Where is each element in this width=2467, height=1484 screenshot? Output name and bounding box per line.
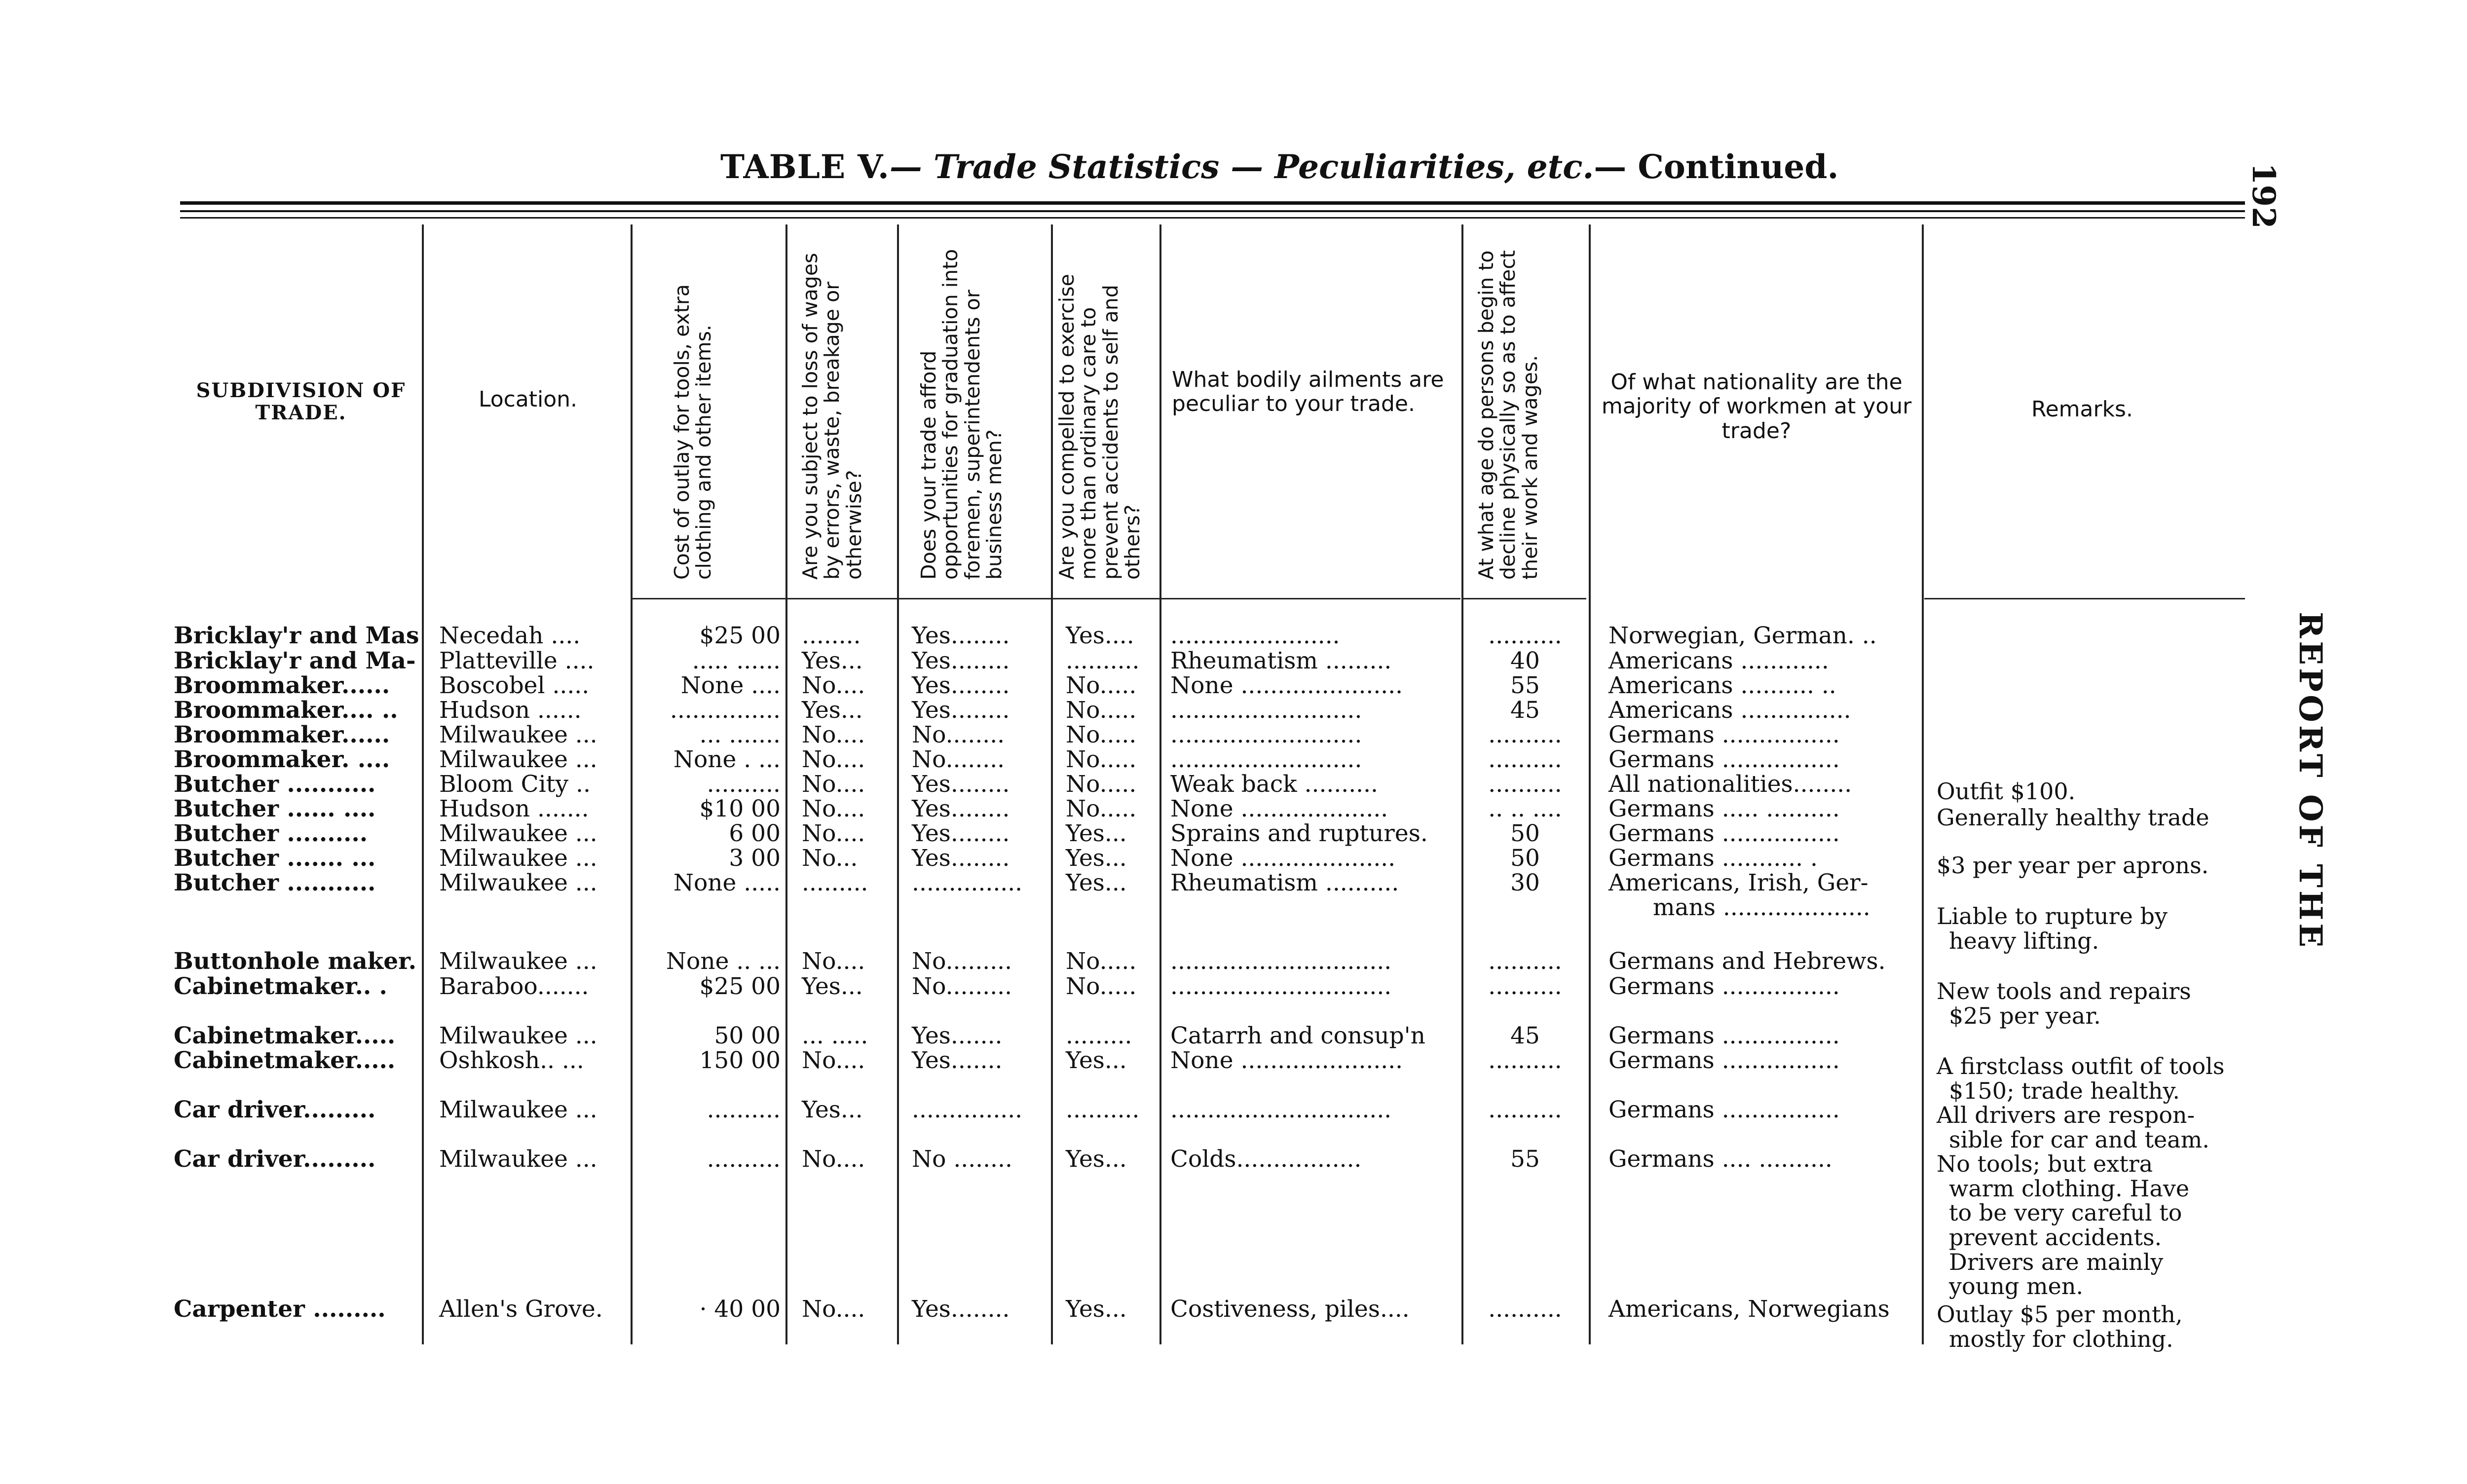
cell-grad: Yes........: [912, 647, 1010, 674]
cell-nationality: Germans ................: [1608, 820, 1840, 847]
cell-cost: None .....: [673, 869, 781, 896]
title-tail: — Continued.: [1594, 148, 1839, 186]
cell-grad: Yes.......: [912, 1022, 1003, 1049]
cell-care: Yes...: [1066, 820, 1127, 847]
cell-location: Allen's Grove.: [439, 1296, 603, 1323]
cell-age: 45: [1510, 1022, 1540, 1049]
remark-line: heavy lifting.: [1949, 927, 2099, 954]
cell-age: ..........: [1488, 771, 1562, 798]
cell-cost: 50 00: [714, 1022, 781, 1049]
cell-grad: ...............: [912, 869, 1023, 896]
cell-nationality: Americans ............: [1608, 647, 1829, 674]
cell-loss: No....: [802, 1296, 865, 1323]
header-separator: [632, 598, 1460, 599]
cell-trade: Butcher ....... ...: [174, 845, 376, 872]
cell-ailment: ..............................: [1170, 973, 1392, 1000]
cell-care: ..........: [1066, 1096, 1140, 1123]
cell-loss: No....: [802, 820, 865, 847]
cell-grad: No.........: [912, 973, 1012, 1000]
cell-nationality: All nationalities........: [1608, 771, 1852, 798]
cell-nationality: Germans ................: [1608, 973, 1840, 1000]
cell-nationality: Americans ...............: [1608, 697, 1851, 724]
cell-nationality: Germans ................: [1608, 1022, 1840, 1049]
cell-ailment: ..............................: [1170, 1096, 1392, 1123]
cell-care: No.....: [1066, 672, 1137, 699]
cell-location: Necedah ....: [439, 622, 581, 649]
header-age: At what age do persons begin to decline physically so as to affect their work and wages.: [1474, 250, 1542, 580]
cell-care: No.....: [1066, 973, 1137, 1000]
cell-nationality-continued: mans ....................: [1653, 894, 1870, 921]
cell-loss: No....: [802, 721, 865, 748]
cell-care: No.....: [1066, 697, 1137, 724]
remark-entry: [1937, 1152, 2245, 1299]
cell-nationality: Germans ................: [1608, 1047, 1840, 1074]
cell-age: ..........: [1488, 721, 1562, 748]
cell-age: ..........: [1488, 973, 1562, 1000]
cell-grad: Yes........: [912, 1296, 1010, 1323]
cell-age: 45: [1510, 697, 1540, 724]
cell-nationality: Norwegian, German. ..: [1608, 622, 1877, 649]
title-italic: — Trade Statistics — Peculiarities, etc.: [889, 148, 1594, 186]
cell-cost: ..........: [707, 1146, 781, 1173]
remark-line: $25 per year.: [1949, 1002, 2101, 1029]
header-ailments: What bodily ailments are peculiar to your trade.: [1172, 367, 1444, 417]
cell-ailment: ..............................: [1170, 948, 1392, 975]
cell-loss: Yes...: [802, 1096, 863, 1123]
cell-trade: Bricklay'r and Ma-: [174, 647, 416, 674]
cell-location: Milwaukee ...: [439, 948, 598, 975]
page-number: 192: [2245, 163, 2282, 229]
remark-entry: [1937, 1054, 2245, 1103]
remark-line: A firstclass outfit of tools: [1937, 1053, 2225, 1079]
cell-trade: Broommaker.... ..: [174, 697, 398, 724]
cell-age: ..........: [1488, 746, 1562, 773]
cell-trade: Butcher ..........: [174, 820, 368, 847]
remark-entry: [1937, 806, 2245, 830]
remark-line: No tools; but extra: [1937, 1150, 2153, 1177]
cell-nationality: Germans .... ..........: [1608, 1146, 1832, 1173]
cell-cost: ... .......: [699, 721, 781, 748]
cell-ailment: .......................: [1170, 622, 1340, 649]
cell-nationality: Americans, Norwegians: [1608, 1296, 1890, 1323]
cell-grad: No........: [912, 746, 1005, 773]
cell-age: ..........: [1488, 622, 1562, 649]
cell-ailment: None ......................: [1170, 672, 1403, 699]
col-divider: [1051, 224, 1053, 1344]
remark-entry: [1937, 1302, 2245, 1351]
top-rule: [180, 201, 2245, 205]
cell-grad: Yes.......: [912, 1047, 1003, 1074]
remark-line: $150; trade healthy.: [1949, 1077, 2180, 1104]
cell-ailment: None ......................: [1170, 1047, 1403, 1074]
cell-location: Milwaukee ...: [439, 820, 598, 847]
cell-loss: No....: [802, 1146, 865, 1173]
cell-cost: None . ...: [673, 746, 781, 773]
top-rule-2: [180, 210, 2245, 212]
cell-cost: $10 00: [699, 795, 781, 822]
cell-grad: Yes........: [912, 820, 1010, 847]
cell-cost: ..... ......: [692, 647, 781, 674]
col-divider: [1922, 224, 1924, 1344]
cell-cost: ..........: [707, 771, 781, 798]
cell-location: Hudson .......: [439, 795, 589, 822]
cell-care: Yes...: [1066, 1146, 1127, 1173]
cell-trade: Cabinetmaker.....: [174, 1047, 396, 1074]
cell-loss: No....: [802, 672, 865, 699]
cell-nationality: Germans ........... .: [1608, 845, 1818, 872]
remark-line: Liable to rupture by: [1937, 903, 2168, 929]
cell-age: 30: [1510, 869, 1540, 896]
cell-loss: .........: [802, 869, 868, 896]
remark-entry: [1937, 979, 2245, 1028]
remark-line: warm clothing. Have: [1949, 1175, 2190, 1202]
cell-age: 55: [1510, 1146, 1540, 1173]
cell-loss: Yes...: [802, 697, 863, 724]
cell-ailment: None ....................: [1170, 795, 1388, 822]
cell-location: Platteville ....: [439, 647, 595, 674]
cell-grad: No........: [912, 721, 1005, 748]
cell-grad: Yes........: [912, 697, 1010, 724]
cell-grad: No ........: [912, 1146, 1012, 1173]
cell-age: 50: [1510, 820, 1540, 847]
col-divider: [785, 224, 787, 1344]
cell-nationality: Germans ..... ..........: [1608, 795, 1840, 822]
title-lead: TABLE V.: [720, 148, 890, 186]
running-head: REPORT OF THE: [2292, 612, 2329, 951]
header-cost: Cost of outlay for tools, extra clothing and other items.: [670, 284, 716, 580]
top-rule-3: [180, 217, 2245, 219]
cell-loss: No....: [802, 746, 865, 773]
cell-grad: Yes........: [912, 672, 1010, 699]
header-care: Are you compelled to exercise more than ordinary care to prevent accidents to self and others?: [1055, 274, 1144, 580]
cell-care: ..........: [1066, 647, 1140, 674]
cell-care: Yes...: [1066, 1047, 1127, 1074]
cell-care: Yes...: [1066, 845, 1127, 872]
header-location: Location.: [478, 387, 578, 412]
remark-line: Generally healthy trade: [1937, 804, 2209, 831]
cell-trade: Car driver.........: [174, 1146, 376, 1173]
cell-location: Hudson ......: [439, 697, 582, 724]
cell-grad: Yes........: [912, 771, 1010, 798]
cell-age: 50: [1510, 845, 1540, 872]
cell-age: ..........: [1488, 1096, 1562, 1123]
cell-cost: $25 00: [699, 622, 781, 649]
remark-line: sible for car and team.: [1949, 1126, 2209, 1153]
cell-cost: None ....: [680, 672, 781, 699]
cell-nationality: Americans .......... ..: [1608, 672, 1836, 699]
remark-entry: [1937, 853, 2245, 878]
cell-loss: No...: [802, 845, 858, 872]
remark-line: mostly for clothing.: [1949, 1325, 2173, 1352]
table-title: [720, 148, 1839, 186]
cell-nationality: Americans, Irish, Ger-: [1608, 869, 1869, 896]
cell-cost: None .. ...: [666, 948, 781, 975]
cell-trade: Broommaker......: [174, 672, 390, 699]
cell-age: ..........: [1488, 1047, 1562, 1074]
header-graduation: Does your trade afford opportunities for graduation into foremen, superintendents or business men?: [917, 249, 1006, 580]
cell-care: No.....: [1066, 795, 1137, 822]
cell-cost: $25 00: [699, 973, 781, 1000]
header-separator: [1463, 598, 1586, 599]
cell-location: Milwaukee ...: [439, 721, 598, 748]
cell-trade: Carpenter .........: [174, 1296, 386, 1323]
cell-age: ..........: [1488, 1296, 1562, 1323]
cell-cost: 3 00: [729, 845, 781, 872]
cell-trade: Butcher ...........: [174, 771, 376, 798]
cell-loss: ... .....: [802, 1022, 868, 1049]
cell-location: Boscobel .....: [439, 672, 590, 699]
cell-care: No.....: [1066, 771, 1137, 798]
cell-care: Yes...: [1066, 1296, 1127, 1323]
cell-ailment: Weak back ..........: [1170, 771, 1378, 798]
cell-grad: Yes........: [912, 845, 1010, 872]
cell-care: No.....: [1066, 746, 1137, 773]
remark-entry: [1937, 1103, 2245, 1152]
cell-care: Yes....: [1066, 622, 1134, 649]
cell-ailment: Costiveness, piles....: [1170, 1296, 1410, 1323]
cell-location: Milwaukee ...: [439, 1146, 598, 1173]
cell-ailment: Rheumatism .........: [1170, 647, 1392, 674]
cell-care: Yes...: [1066, 869, 1127, 896]
cell-loss: No....: [802, 771, 865, 798]
cell-nationality: Germans ................: [1608, 746, 1840, 773]
cell-nationality: Germans and Hebrews.: [1608, 948, 1886, 975]
cell-cost: ..........: [707, 1096, 781, 1123]
cell-loss: No....: [802, 795, 865, 822]
cell-loss: Yes...: [802, 647, 863, 674]
col-divider: [897, 224, 899, 1344]
cell-age: 40: [1510, 647, 1540, 674]
cell-grad: Yes........: [912, 795, 1010, 822]
remark-line: to be very careful to: [1949, 1199, 2182, 1226]
cell-ailment: ..........................: [1170, 697, 1362, 724]
cell-location: Oshkosh.. ...: [439, 1047, 584, 1074]
cell-trade: Car driver.........: [174, 1096, 376, 1123]
header-subdivision: SUBDIVISION OF TRADE.: [196, 379, 406, 424]
cell-grad: No.........: [912, 948, 1012, 975]
cell-location: Bloom City ..: [439, 771, 591, 798]
col-divider: [1589, 224, 1591, 1344]
header-nationality: Of what nationality are the majority of workmen at your trade?: [1601, 370, 1912, 444]
header-loss: Are you subject to loss of wages by errors, waste, breakage or otherwise?: [798, 253, 866, 580]
remark-line: Outlay $5 per month,: [1937, 1301, 2183, 1328]
cell-age: 55: [1510, 672, 1540, 699]
cell-location: Milwaukee ...: [439, 1096, 598, 1123]
cell-care: .........: [1066, 1022, 1132, 1049]
cell-nationality: Germans ................: [1608, 1096, 1840, 1123]
cell-location: Milwaukee ...: [439, 845, 598, 872]
cell-loss: ........: [802, 622, 861, 649]
remark-entry: [1937, 779, 2245, 804]
cell-location: Baraboo.......: [439, 973, 589, 1000]
cell-trade: Broommaker. ....: [174, 746, 390, 773]
cell-cost: 6 00: [729, 820, 781, 847]
cell-ailment: Colds.................: [1170, 1146, 1362, 1173]
col-divider: [1159, 224, 1161, 1344]
cell-ailment: Sprains and ruptures.: [1170, 820, 1428, 847]
cell-trade: Buttonhole maker.: [174, 948, 416, 975]
cell-trade: Butcher ...... ....: [174, 795, 376, 822]
cell-cost: · 40 00: [699, 1296, 781, 1323]
cell-nationality: Germans ................: [1608, 721, 1840, 748]
remark-line: young men.: [1949, 1273, 2084, 1300]
cell-care: No.....: [1066, 721, 1137, 748]
cell-location: Milwaukee ...: [439, 1022, 598, 1049]
remark-line: All drivers are respon-: [1937, 1102, 2195, 1128]
remark-line: prevent accidents.: [1949, 1224, 2162, 1251]
header-remarks: Remarks.: [2031, 397, 2133, 422]
remark-line: $3 per year per aprons.: [1937, 852, 2209, 879]
remark-line: New tools and repairs: [1937, 978, 2191, 1004]
cell-grad: Yes........: [912, 622, 1010, 649]
cell-age: .. .. ....: [1488, 795, 1562, 822]
cell-loss: Yes...: [802, 973, 863, 1000]
cell-cost: 150 00: [699, 1047, 781, 1074]
cell-trade: Broommaker......: [174, 721, 390, 748]
cell-trade: Butcher ...........: [174, 869, 376, 896]
cell-grad: ...............: [912, 1096, 1023, 1123]
remark-line: Drivers are mainly: [1949, 1248, 2164, 1275]
header-separator: [1924, 598, 2245, 599]
remark-line: Outfit $100.: [1937, 778, 2076, 805]
remark-entry: [1937, 904, 2245, 953]
cell-trade: Cabinetmaker.....: [174, 1022, 396, 1049]
cell-ailment: Catarrh and consup'n: [1170, 1022, 1425, 1049]
cell-trade: Cabinetmaker.. .: [174, 973, 387, 1000]
cell-ailment: ..........................: [1170, 746, 1362, 773]
cell-care: No.....: [1066, 948, 1137, 975]
cell-age: ..........: [1488, 948, 1562, 975]
cell-location: Milwaukee ...: [439, 869, 598, 896]
cell-trade: Bricklay'r and Mas: [174, 622, 419, 649]
cell-ailment: None .....................: [1170, 845, 1396, 872]
cell-loss: No....: [802, 1047, 865, 1074]
cell-ailment: ..........................: [1170, 721, 1362, 748]
cell-loss: No....: [802, 948, 865, 975]
cell-cost: ...............: [670, 697, 781, 724]
cell-ailment: Rheumatism ..........: [1170, 869, 1399, 896]
cell-location: Milwaukee ...: [439, 746, 598, 773]
